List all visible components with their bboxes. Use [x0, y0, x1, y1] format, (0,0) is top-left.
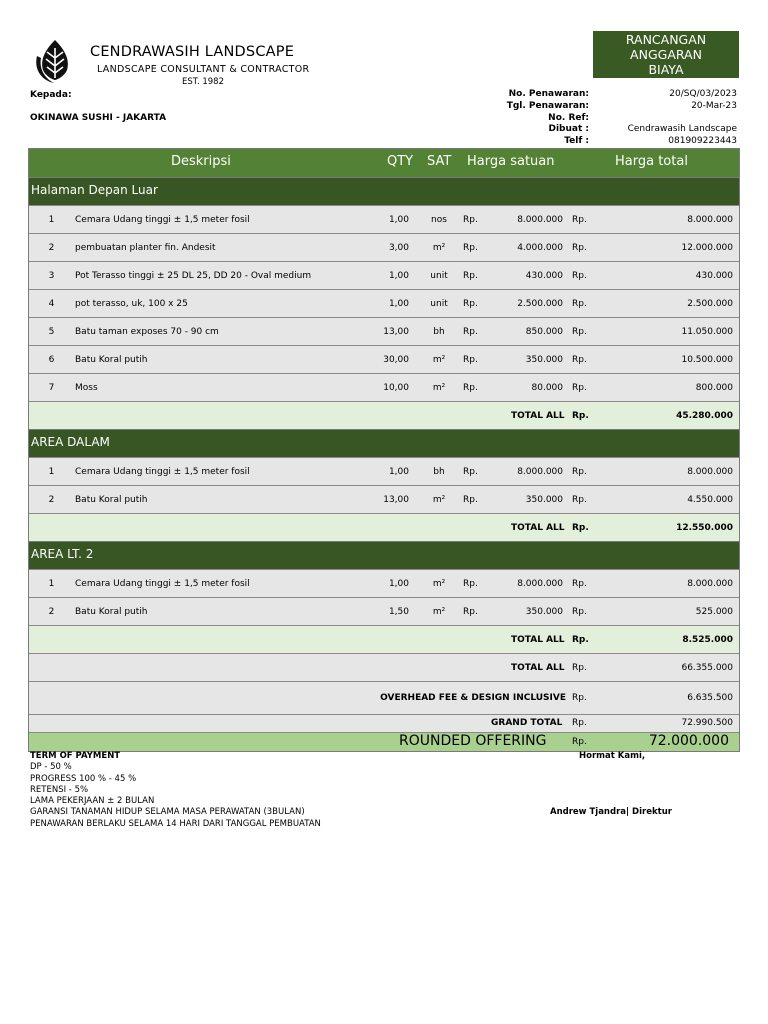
table-row: [29, 317, 739, 345]
section-total-label: TOTAL ALL: [511, 411, 565, 421]
row-total: 4.550.000: [687, 495, 733, 505]
row-unit: m²: [432, 495, 446, 505]
row-currency: Rp.: [572, 271, 587, 281]
section-total-currency: Rp.: [572, 411, 589, 421]
leaf-logo-icon: [34, 38, 76, 84]
row-total: 430.000: [695, 271, 733, 281]
meta-value-phone: 081909223443: [668, 136, 737, 146]
col-header-total-price: Harga total: [615, 154, 688, 169]
rounded-offering-label: ROUNDED OFFERING: [399, 733, 547, 749]
section-total-currency: Rp.: [572, 635, 589, 645]
recipient-label: Kepada:: [30, 90, 72, 100]
section-total-value: 8.525.000: [682, 635, 733, 645]
row-unit: m²: [432, 383, 446, 393]
row-unit: bh: [433, 327, 445, 337]
row-qty: 30,00: [383, 355, 409, 365]
row-unit: unit: [430, 271, 448, 281]
title-line: ANGGARAN: [630, 47, 702, 62]
row-total: 8.000.000: [687, 467, 733, 477]
row-currency: Rp.: [463, 327, 478, 337]
row-currency: Rp.: [463, 467, 478, 477]
table-row: [29, 289, 739, 317]
meta-value-created-by: Cendrawasih Landscape: [627, 124, 737, 134]
table-row: [29, 345, 739, 373]
row-currency: Rp.: [463, 299, 478, 309]
row-unit-price: 80.000: [531, 383, 563, 393]
row-number: 7: [48, 383, 55, 393]
row-description: Batu Koral putih: [75, 495, 148, 505]
row-currency: Rp.: [463, 383, 478, 393]
company-name: CENDRAWASIH LANDSCAPE: [90, 44, 295, 60]
summary-total-all-label: TOTAL ALL: [511, 663, 565, 673]
row-description: Cemara Udang tinggi ± 1,5 meter fosil: [75, 579, 250, 589]
row-description: Cemara Udang tinggi ± 1,5 meter fosil: [75, 467, 250, 477]
row-description: Cemara Udang tinggi ± 1,5 meter fosil: [75, 215, 250, 225]
table-row: [29, 597, 739, 625]
row-total: 8.000.000: [687, 215, 733, 225]
row-qty: 1,00: [388, 271, 409, 281]
row-unit-price: 2.500.000: [517, 299, 563, 309]
row-currency: Rp.: [463, 271, 478, 281]
table-header: [29, 149, 739, 177]
summary-overhead-row: [29, 681, 739, 714]
section-title-text: AREA LT. 2: [31, 547, 94, 561]
row-unit: m²: [432, 243, 446, 253]
row-qty: 13,00: [383, 327, 409, 337]
summary-grand-total-value: 72.990.500: [681, 718, 733, 728]
col-header-description: Deskripsi: [171, 154, 231, 169]
row-unit-price: 350.000: [525, 607, 563, 617]
row-currency: Rp.: [463, 607, 478, 617]
section-title-text: Halaman Depan Luar: [31, 183, 158, 197]
summary-currency: Rp.: [572, 663, 587, 673]
row-unit-price: 350.000: [525, 355, 563, 365]
title-line: RANCANGAN: [625, 32, 707, 47]
section-title: [29, 541, 739, 569]
row-number: 1: [48, 215, 55, 225]
row-currency: Rp.: [572, 327, 587, 337]
row-currency: Rp.: [572, 383, 587, 393]
row-total: 800.000: [695, 383, 733, 393]
summary-currency: Rp.: [572, 718, 587, 728]
summary-total-all-value: 66.355.000: [681, 663, 733, 673]
row-number: 2: [48, 607, 55, 617]
col-header-qty: QTY: [387, 154, 414, 169]
budget-table: [28, 148, 740, 752]
table-row: [29, 261, 739, 289]
row-qty: 1,00: [388, 467, 409, 477]
row-qty: 13,00: [383, 495, 409, 505]
row-currency: Rp.: [572, 495, 587, 505]
row-number: 1: [48, 467, 55, 477]
row-currency: Rp.: [463, 579, 478, 589]
table-row: [29, 569, 739, 597]
col-header-unit: SAT: [427, 154, 452, 169]
row-number: 2: [48, 495, 55, 505]
row-total: 8.000.000: [687, 579, 733, 589]
row-currency: Rp.: [463, 495, 478, 505]
meta-label-ref: No. Ref:: [548, 113, 589, 123]
section-title: [29, 177, 739, 205]
row-total: 2.500.000: [687, 299, 733, 309]
row-description: Batu Koral putih: [75, 607, 148, 617]
meta-label-offer-date: Tgl. Penawaran:: [506, 101, 589, 111]
row-unit-price: 8.000.000: [517, 579, 563, 589]
section-total-label: TOTAL ALL: [511, 523, 565, 533]
row-unit-price: 8.000.000: [517, 467, 563, 477]
section-total-label: TOTAL ALL: [511, 635, 565, 645]
row-number: 3: [48, 271, 55, 281]
summary-grand-total-row: [29, 714, 739, 732]
table-row: [29, 485, 739, 513]
meta-value-offer-no: 20/SQ/03/2023: [669, 89, 737, 99]
row-unit: bh: [433, 467, 445, 477]
row-currency: Rp.: [572, 467, 587, 477]
row-number: 2: [48, 243, 55, 253]
document-title: [593, 31, 739, 78]
row-unit: m²: [432, 355, 446, 365]
row-currency: Rp.: [463, 243, 478, 253]
meta-label-created-by: Dibuat :: [548, 124, 589, 134]
row-currency: Rp.: [572, 579, 587, 589]
recipient-name: OKINAWA SUSHI - JAKARTA: [30, 113, 167, 123]
title-line: BIAYA: [648, 62, 684, 77]
meta-value-offer-date: 20-Mar-23: [691, 101, 737, 111]
row-unit: m²: [432, 607, 446, 617]
row-unit: nos: [431, 215, 447, 225]
row-unit-price: 430.000: [525, 271, 563, 281]
row-unit-price: 8.000.000: [517, 215, 563, 225]
payment-term-line: RETENSI - 5%: [30, 784, 89, 795]
payment-term-line: DP - 50 %: [30, 762, 72, 773]
row-qty: 1,00: [388, 579, 409, 589]
summary-overhead-label: OVERHEAD FEE & DESIGN INCLUSIVE: [380, 693, 566, 703]
meta-label-offer-no: No. Penawaran:: [508, 89, 589, 99]
section-total-row: [29, 625, 739, 653]
summary-grand-total-label: GRAND TOTAL: [491, 718, 563, 728]
section-title: [29, 429, 739, 457]
row-total: 12.000.000: [681, 243, 733, 253]
payment-term-line: LAMA PEKERJAAN ± 2 BULAN: [30, 796, 155, 807]
row-currency: Rp.: [572, 215, 587, 225]
row-total: 525.000: [695, 607, 733, 617]
row-unit: m²: [432, 579, 446, 589]
summary-total-all-row: [29, 653, 739, 681]
section-total-row: [29, 401, 739, 429]
payment-term-line: PENAWARAN BERLAKU SELAMA 14 HARI DARI TANGGAL PEMBUATAN: [30, 818, 321, 829]
rounded-offering-currency: Rp.: [572, 737, 587, 747]
section-total-row: [29, 513, 739, 541]
company-tagline: LANDSCAPE CONSULTANT & CONTRACTOR: [97, 64, 310, 75]
row-number: 1: [48, 579, 55, 589]
table-row: [29, 457, 739, 485]
row-unit-price: 350.000: [525, 495, 563, 505]
row-currency: Rp.: [572, 355, 587, 365]
row-currency: Rp.: [572, 243, 587, 253]
table-row: [29, 373, 739, 401]
row-unit: unit: [430, 299, 448, 309]
section-total-value: 12.550.000: [676, 523, 733, 533]
row-currency: Rp.: [572, 607, 587, 617]
row-currency: Rp.: [463, 355, 478, 365]
table-row: [29, 205, 739, 233]
payment-terms-title: TERM OF PAYMENT: [30, 751, 121, 761]
row-description: pembuatan planter fin. Andesit: [75, 243, 216, 253]
payment-term-line: GARANSI TANAMAN HIDUP SELAMA MASA PERAWATAN (3BULAN): [30, 807, 305, 818]
row-number: 6: [48, 355, 55, 365]
row-currency: Rp.: [572, 299, 587, 309]
row-qty: 3,00: [388, 243, 409, 253]
section-total-value: 45.280.000: [676, 411, 733, 421]
company-established: EST. 1982: [182, 77, 224, 87]
meta-label-phone: Telf :: [564, 136, 589, 146]
row-number: 5: [48, 327, 55, 337]
row-qty: 1,00: [388, 215, 409, 225]
row-qty: 1,50: [388, 607, 409, 617]
row-description: Pot Terasso tinggi ± 25 DL 25, DD 20 - Oval medium: [75, 271, 312, 281]
summary-overhead-value: 6.635.500: [687, 693, 733, 703]
row-qty: 1,00: [388, 299, 409, 309]
section-total-currency: Rp.: [572, 523, 589, 533]
col-header-unit-price: Harga satuan: [467, 154, 555, 169]
closing-greeting: Hormat Kami,: [579, 751, 646, 761]
row-description: Moss: [75, 383, 98, 393]
table-row: [29, 233, 739, 261]
row-unit-price: 4.000.000: [517, 243, 563, 253]
row-unit-price: 850.000: [525, 327, 563, 337]
rounded-offering-row: [29, 732, 739, 751]
row-description: pot terasso, uk, 100 x 25: [75, 299, 188, 309]
row-total: 11.050.000: [681, 327, 733, 337]
row-total: 10.500.000: [681, 355, 733, 365]
section-title-text: AREA DALAM: [31, 435, 110, 449]
row-description: Batu Koral putih: [75, 355, 148, 365]
row-qty: 10,00: [383, 383, 409, 393]
payment-term-line: PROGRESS 100 % - 45 %: [30, 773, 137, 784]
row-currency: Rp.: [463, 215, 478, 225]
row-number: 4: [48, 299, 55, 309]
summary-currency: Rp.: [572, 693, 587, 703]
signer-name: Andrew Tjandra| Direktur: [550, 807, 672, 817]
row-description: Batu taman exposes 70 - 90 cm: [75, 327, 219, 337]
rounded-offering-value: 72.000.000: [648, 733, 729, 749]
payment-terms: [30, 751, 321, 830]
